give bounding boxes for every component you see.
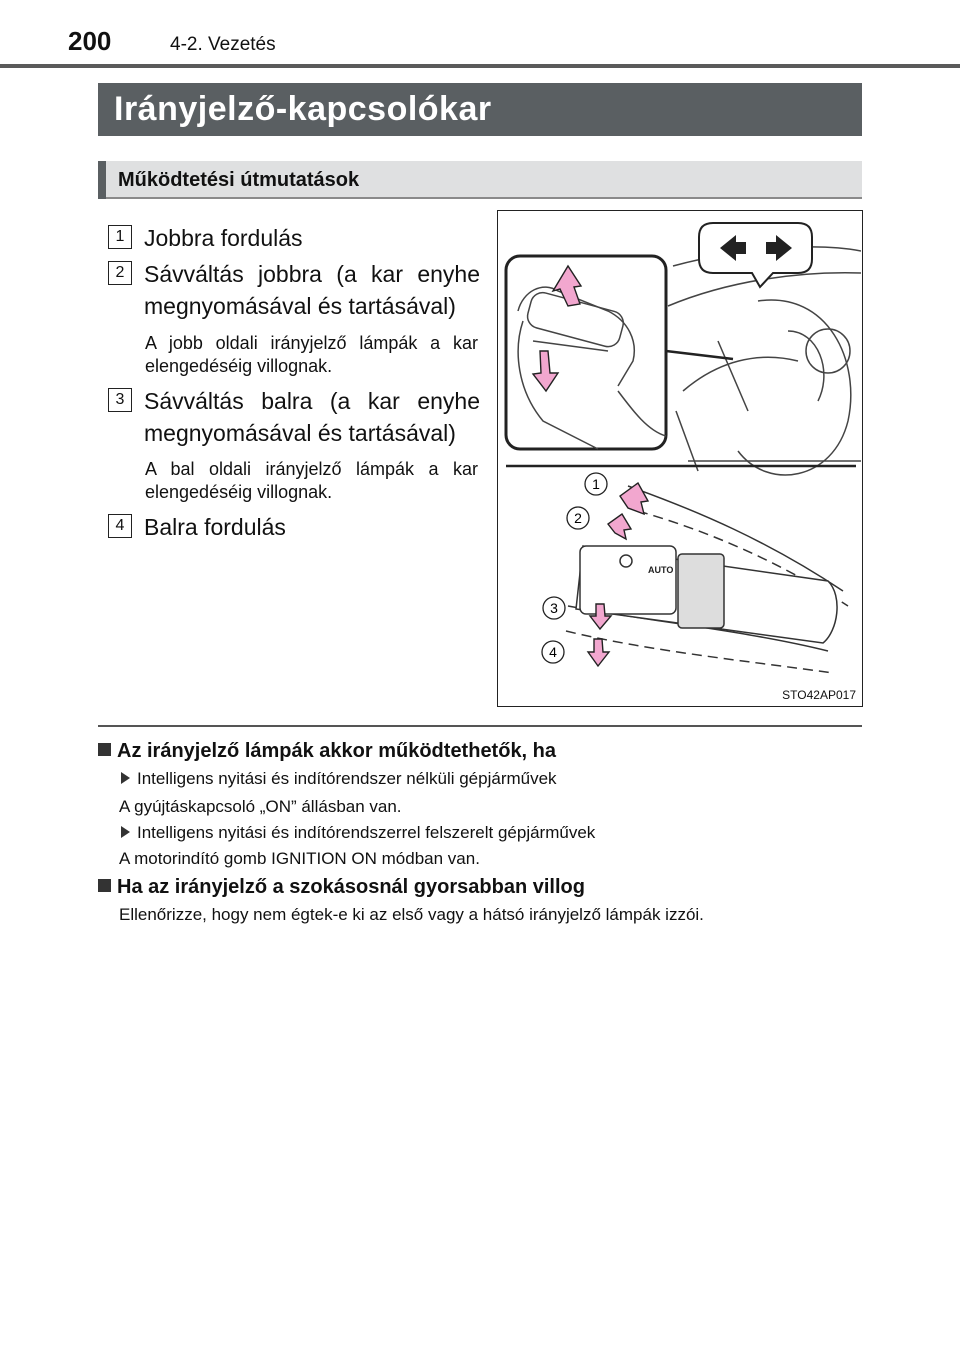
triangle-bullet-icon <box>121 772 130 784</box>
subtitle-text: Működtetési útmutatások <box>118 169 360 191</box>
step-text: Sávváltás balra (a kar enyhe megnyomásával és tartásával) <box>144 388 480 446</box>
square-bullet-icon <box>98 879 111 892</box>
section1-bullet-1 <box>121 769 557 789</box>
callout-4: 4 <box>549 644 557 660</box>
callout-2: 2 <box>574 510 582 526</box>
section1-bullet-2 <box>121 823 595 843</box>
step-3 <box>108 385 480 449</box>
square-bullet-icon <box>98 743 111 756</box>
step-text: Jobbra fordulás <box>144 225 303 251</box>
subtitle-accent <box>98 161 106 199</box>
lever-drawing <box>566 486 848 673</box>
section2-text: Ellenőrizze, hogy nem égtek-e ki az első vagy a hátsó irányjelző lámpák izzói. <box>119 905 704 924</box>
page-number: 200 <box>68 26 112 56</box>
callout-1: 1 <box>592 476 600 492</box>
section2-heading <box>98 876 585 899</box>
step-text: Sávváltás jobbra (a kar enyhe megnyomásával és tartásával) <box>144 261 480 319</box>
section2-heading-text: Ha az irányjelző a szokásosnál gyorsabban villog <box>117 876 585 898</box>
step-2 <box>108 258 480 322</box>
step-number: 1 <box>108 225 132 249</box>
callout-3: 3 <box>550 600 558 616</box>
section-divider <box>98 725 862 727</box>
subtitle-bar <box>98 161 862 199</box>
lever-auto-label: AUTO <box>648 565 674 575</box>
arrow-turn-right-icon <box>620 483 648 514</box>
header-rule <box>0 64 960 68</box>
section1-heading <box>98 740 556 763</box>
arrow-lane-right-icon <box>608 514 631 539</box>
arrow-turn-left-icon <box>588 639 609 666</box>
section1-text-1: A gyújtáskapcsoló „ON” állásban van. <box>119 797 402 816</box>
step-2-note: A jobb oldali irányjelző lámpák a kar elengedéséig villognak. <box>145 333 478 376</box>
figure-code: STO42AP017 <box>782 688 856 702</box>
bullet-text: Intelligens nyitási és indítórendszerrel felszerelt gépjárművek <box>137 823 596 842</box>
section1-text-2: A motorindító gomb IGNITION ON módban van. <box>119 849 480 868</box>
turn-signal-figure <box>497 210 863 707</box>
bullet-text: Intelligens nyitási és indítórendszer nélküli gépjárművek <box>137 769 557 788</box>
step-number: 4 <box>108 514 132 538</box>
step-number: 3 <box>108 388 132 412</box>
signal-bubble <box>699 223 812 287</box>
section-title: 4-2. Vezetés <box>170 34 276 55</box>
triangle-bullet-icon <box>121 826 130 838</box>
step-4 <box>108 511 480 543</box>
figure-illustration <box>498 211 861 705</box>
step-number: 2 <box>108 261 132 285</box>
step-3-note: A bal oldali irányjelző lámpák a kar elengedéséig villognak. <box>145 459 478 502</box>
step-1 <box>108 222 480 254</box>
page-title: Irányjelző-kapcsolókar <box>98 83 862 136</box>
section1-heading-text: Az irányjelző lámpák akkor működtethetők, ha <box>117 740 557 762</box>
step-text: Balra fordulás <box>144 514 286 540</box>
